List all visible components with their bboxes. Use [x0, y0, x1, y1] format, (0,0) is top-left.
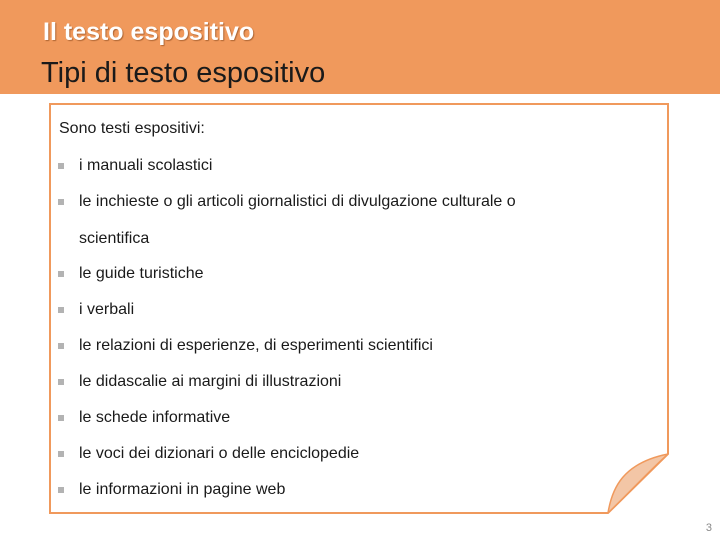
bullet-icon [58, 163, 64, 169]
bullet-icon [58, 271, 64, 277]
page-number: 3 [705, 522, 712, 534]
list-item-continuation: scientifica [79, 230, 150, 247]
bullet-icon [58, 451, 64, 457]
bullet-icon [58, 343, 64, 349]
bullet-icon [58, 415, 64, 421]
slide-header [0, 0, 720, 94]
bullet-icon [58, 307, 64, 313]
slide-title: Il testo espositivo [43, 18, 255, 46]
bullet-icon [58, 199, 64, 205]
content-card: Sono testi espositivi: i manuali scolastici le inchieste o gli articoli giornalistici di divulgazione culturale o scientifica le guide turistiche i verbali le relazioni di esperienze, di esperimenti scientifici le didascalie ai margini di illustrazioni le schede informative le voci dei dizionari o delle enciclopedie le informazioni in pagine web [49, 103, 669, 514]
bullet-icon [58, 379, 64, 385]
bullet-icon [58, 487, 64, 493]
slide-subtitle: Tipi di testo espositivo [41, 57, 326, 89]
intro-text: Sono testi espositivi: [59, 120, 205, 137]
